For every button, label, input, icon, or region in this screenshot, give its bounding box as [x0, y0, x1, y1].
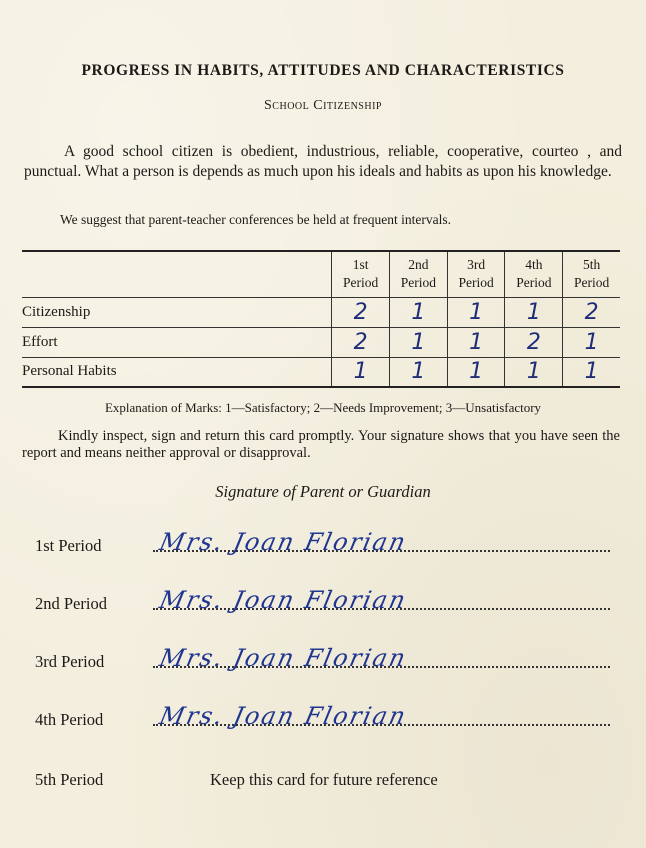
table-row [22, 297, 620, 327]
mark-cell: 1 [447, 357, 505, 387]
mark-cell: 2 [332, 327, 390, 357]
period-header-1: 1st Period [332, 251, 390, 297]
mark-cell: 1 [447, 327, 505, 357]
signature-heading: Signature of Parent or Guardian [215, 482, 431, 501]
signature-line-3 [35, 646, 610, 672]
mark-cell: 1 [389, 327, 447, 357]
period-header-2: 2nd Period [389, 251, 447, 297]
mark-cell: 1 [563, 357, 620, 387]
table-row [22, 327, 620, 357]
section-subtitle: School Citizenship [264, 98, 382, 113]
marks-legend: Explanation of Marks: 1—Satisfactory; 2—Needs Improvement; 3—Unsatisfactory [104, 400, 542, 415]
mark-cell: 1 [505, 357, 563, 387]
mark-cell: 1 [447, 297, 505, 327]
table-row [22, 357, 620, 387]
period-header-4: 4th Period [505, 251, 563, 297]
handwritten-signature: Mrs. Joan Florian [157, 528, 410, 556]
period-header-5: 5th Period [563, 251, 620, 297]
handwritten-signature: Mrs. Joan Florian [157, 644, 410, 672]
signature-line-1 [35, 530, 610, 556]
marks-table [22, 250, 620, 388]
mark-cell: 1 [389, 297, 447, 327]
signature-line-4 [35, 704, 610, 730]
mark-cell: 2 [563, 297, 620, 327]
signature-line-2 [35, 588, 610, 614]
row-label-effort: Effort [22, 327, 332, 357]
row-label-citizenship: Citizenship [22, 297, 332, 327]
mark-cell: 1 [563, 327, 620, 357]
keep-card-note: Keep this card for future reference [210, 770, 438, 789]
signature-line-5 [35, 764, 610, 790]
signature-label: 2nd Period [35, 594, 107, 613]
marks-header-blank [22, 251, 332, 297]
mark-cell: 1 [389, 357, 447, 387]
mark-cell: 1 [332, 357, 390, 387]
page-title: PROGRESS IN HABITS, ATTITUDES AND CHARACTERISTICS [81, 62, 565, 79]
conference-suggestion: We suggest that parent-teacher conferences be held at frequent intervals. [60, 212, 451, 227]
signature-label: 4th Period [35, 710, 104, 729]
handwritten-signature: Mrs. Joan Florian [157, 702, 410, 730]
mark-cell: 1 [505, 297, 563, 327]
period-header-3: 3rd Period [447, 251, 505, 297]
mark-cell: 2 [505, 327, 563, 357]
signature-label: 5th Period [35, 770, 104, 789]
intro-paragraph: A good school citizen is obedient, industrious, reliable, cooperative, courteo , and punctual. What a person is depends as much upon his ideals and habits as upon his knowledge. [24, 143, 622, 180]
handwritten-signature: Mrs. Joan Florian [157, 586, 410, 614]
signature-label: 3rd Period [35, 652, 105, 671]
row-label-personal-habits: Personal Habits [22, 357, 332, 387]
instruction-paragraph: Kindly inspect, sign and return this card promptly. Your signature shows that you have seen the report and means neither approval or disapproval. [22, 428, 620, 461]
signature-label: 1st Period [35, 536, 102, 555]
mark-cell: 2 [332, 297, 390, 327]
